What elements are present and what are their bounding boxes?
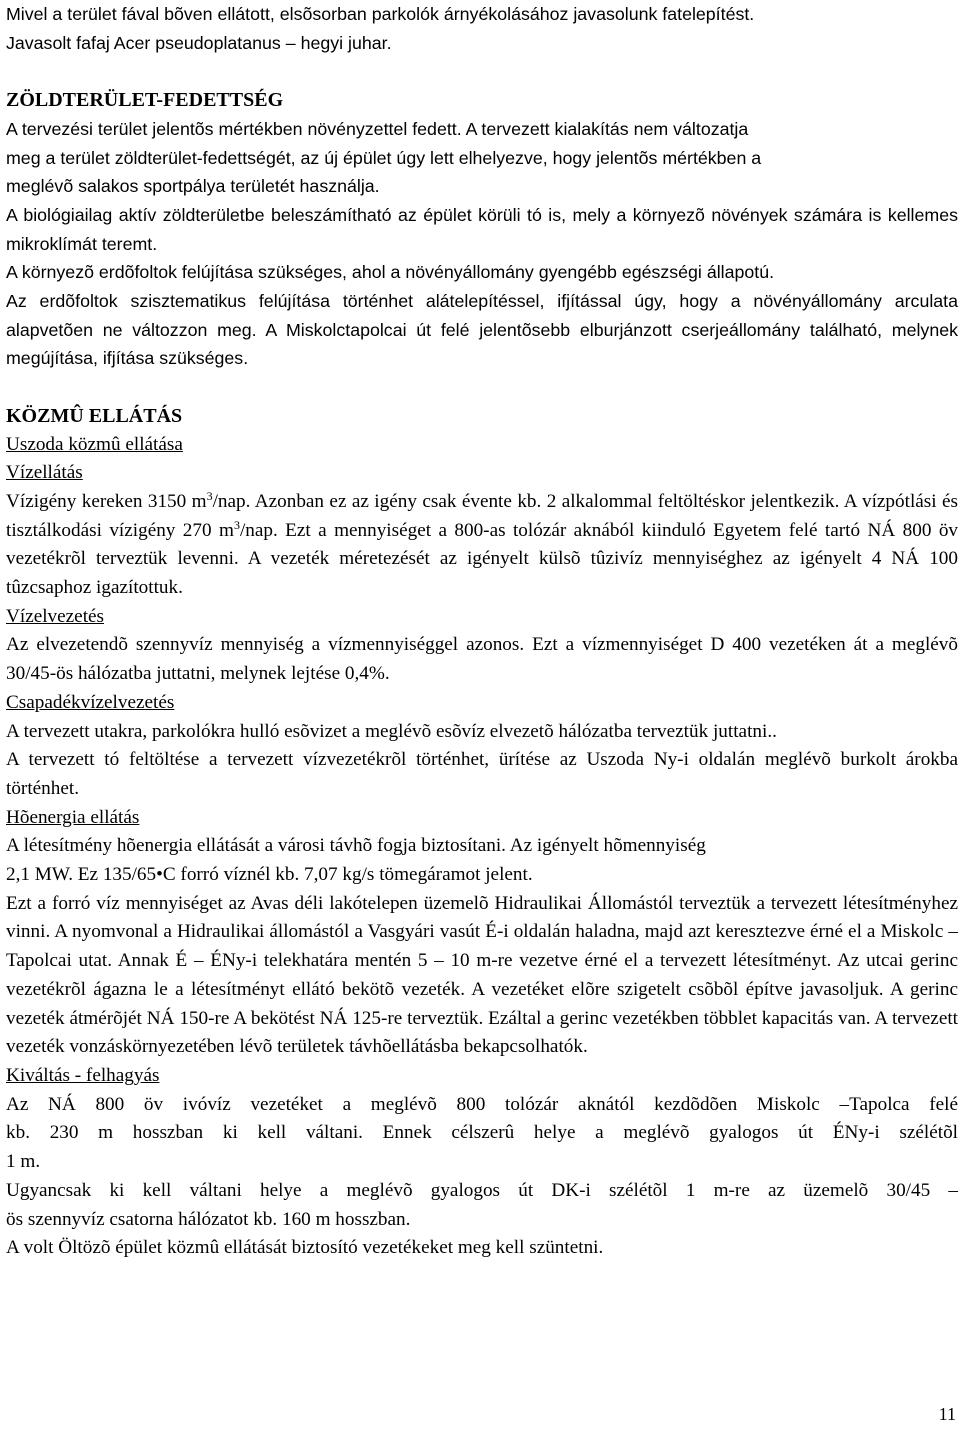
intro-line-1: Mivel a terület fával bõven ellátott, elsõsorban parkolók árnyékolásához javasolunk fatelepítést. bbox=[6, 4, 755, 24]
subheading-vizellatas: Vízellátás bbox=[6, 462, 83, 484]
subheading-kivaltas: Kiváltás - felhagyás bbox=[6, 1064, 160, 1086]
paragraph-biologiai: A biológiailag aktív zöldterületbe beleszámítható az épület körüli tó is, mely a környezõ növények számára is kellemes mikroklímát teremt. bbox=[6, 204, 958, 254]
spacer bbox=[6, 373, 958, 402]
heading-zoldterulet: ZÖLDTERÜLET-FEDETTSÉG bbox=[6, 89, 284, 112]
text-span: Az erdõfoltok szisztematikus felújítása történhet alátelepítéssel, ifjítással úgy, hogy a növényállomány arculata alapvetõen ne változzon meg. bbox=[6, 291, 958, 340]
superscript: 3 bbox=[206, 488, 213, 503]
page-number: 11 bbox=[938, 1404, 956, 1424]
paragraph-csapadek-1: A tervezett utakra, parkolókra hulló esõvizet a meglévõ esõvíz elvezetõ hálózatba terveztük juttatni.. bbox=[6, 720, 777, 742]
paragraph-erdofoltok-1: A környezõ erdõfoltok felújítása szükséges, ahol a növényállomány gyengébb egészségi állapotú. bbox=[6, 262, 775, 283]
paragraph-hoenergia-1: A létesítmény hõenergia ellátását a városi távhõ fogja biztosítani. Az igényelt hõmennyiség bbox=[6, 835, 706, 857]
superscript: 3 bbox=[233, 517, 240, 532]
heading-kozmu: KÖZMÛ ELLÁTÁS bbox=[6, 404, 183, 427]
text-span: Vízigény kereken 3150 m bbox=[6, 490, 207, 512]
intro-line-2: Javasolt fafaj Acer pseudoplatanus – hegyi juhar. bbox=[6, 32, 392, 53]
paragraph-kivaltas-1b: kb. 230 m hosszban ki kell váltani. Ennek célszerû helye a meglévõ gyalogos út ÉNy-i szélétõl bbox=[6, 1122, 958, 1144]
paragraph-kivaltas-2b: ös szennyvíz csatorna hálózatot kb. 160 m hosszban. bbox=[6, 1208, 411, 1230]
subheading-uszoda: Uszoda közmû ellátása bbox=[6, 433, 183, 455]
document-page bbox=[6, 0, 958, 1263]
paragraph-hoenergia-2: 2,1 MW. Ez 135/65•C forró víznél kb. 7,07 kg/s tömegáramot jelent. bbox=[6, 864, 533, 886]
text-span: A tervezési terület jelentõs mértékben növényzettel fedett. A tervezett kialakítás nem változatja bbox=[6, 118, 749, 139]
text-span: A Miskolctapolcai út felé jelentõsebb elburjánzott cserjeállomány található, melynek megújítása, ifjítása szükséges. bbox=[6, 319, 958, 369]
paragraph-kivaltas-2a: Ugyancsak ki kell váltani helye a meglévõ gyalogos út DK-i szélétõl 1 m-re az üzemelõ 30/45 – bbox=[6, 1179, 958, 1201]
paragraph-kivaltas-3: A volt Öltözõ épület közmû ellátását biztosító vezetékeket meg kell szüntetni. bbox=[6, 1237, 604, 1259]
paragraph-vizelvezetes: Az elvezetendõ szennyvíz mennyiség a vízmennyiséggel azonos. Ezt a vízmennyiséget D 400 vezetéken át a meglévõ 30/45-ös hálózatba juttatni, melynek lejtése 0,4%. bbox=[6, 634, 958, 685]
paragraph-csapadek-2: A tervezett tó feltöltése a tervezett vízvezetékrõl történhet, ürítése az Uszoda Ny-i oldalán meglévõ burkolt árokba történhet. bbox=[6, 749, 958, 799]
subheading-vizelvezetes: Vízelvezetés bbox=[6, 605, 105, 627]
paragraph-fedettseg-1c: meglévõ salakos sportpálya területét használja. bbox=[6, 176, 380, 197]
subheading-hoenergia: Hõenergia ellátás bbox=[6, 806, 140, 828]
text-span: /nap. Azonban ez az igény csak évente kb. 2 alkalommal feltöltéskor jelentkezik. A vízpótlási és tisztálkodási vízigény 270 m bbox=[6, 490, 958, 541]
paragraph-kivaltas-1c: 1 m. bbox=[6, 1151, 41, 1173]
paragraph-erdofoltok-2 bbox=[6, 287, 958, 373]
paragraph-kivaltas-1a: Az NÁ 800 öv ivóvíz vezetéket a meglévõ 800 tolózár aknától kezdõdõen Miskolc –Tapolca felé bbox=[6, 1093, 958, 1115]
paragraph-hoenergia-3: Ezt a forró víz mennyiséget az Avas déli lakótelepen üzemelõ Hidraulikai Állomástól terveztük a tervezett létesítményhez vinni. A nyomvonal a Hidraulikai állomástól a Vasgyári vasút É-i oldalán haladna, majd azt keresztezve érné el a Miskolc – Tapolcai utat. Annak É – ÉNy-i telekhatára mentén 5 – 10 m-re vezetve érné el a tervezett létesítményt. Az utcai gerinc vezetékrõl ágazna le a létesítményt ellátó bekötõ vezeték. A vezetéket elõre szigetelt csõbõl építve javasoljuk. A gerinc vezeték átmérõjét NÁ 150-re A bekötést NÁ 125-re terveztük. Ezáltal a gerinc vezetékben többlet kapacitás van. A tervezett vezeték vonzáskörnyezetében lévõ területek távhõellátásba bekapcsolhatók. bbox=[6, 892, 958, 1058]
paragraph-fedettseg-1a bbox=[6, 115, 958, 144]
paragraph-vizellatas bbox=[6, 488, 958, 603]
paragraph-fedettseg-1b: meg a terület zöldterület-fedettségét, az új épület úgy lett elhelyezve, hogy jelentõs mértékben a bbox=[6, 147, 762, 168]
spacer bbox=[6, 57, 958, 86]
text-span: /nap. Ezt a mennyiséget a 800-as tolózár aknából kiinduló Egyetem felé tartó NÁ 800 öv vezetékrõl terveztük levenni. A vezeték méretezését az igényelt külsõ tûzivíz mennyiséghez az igényelt 4 NÁ 100 tûzcsaphoz igazítottuk. bbox=[6, 519, 959, 599]
subheading-csapadek: Csapadékvízelvezetés bbox=[6, 691, 175, 713]
